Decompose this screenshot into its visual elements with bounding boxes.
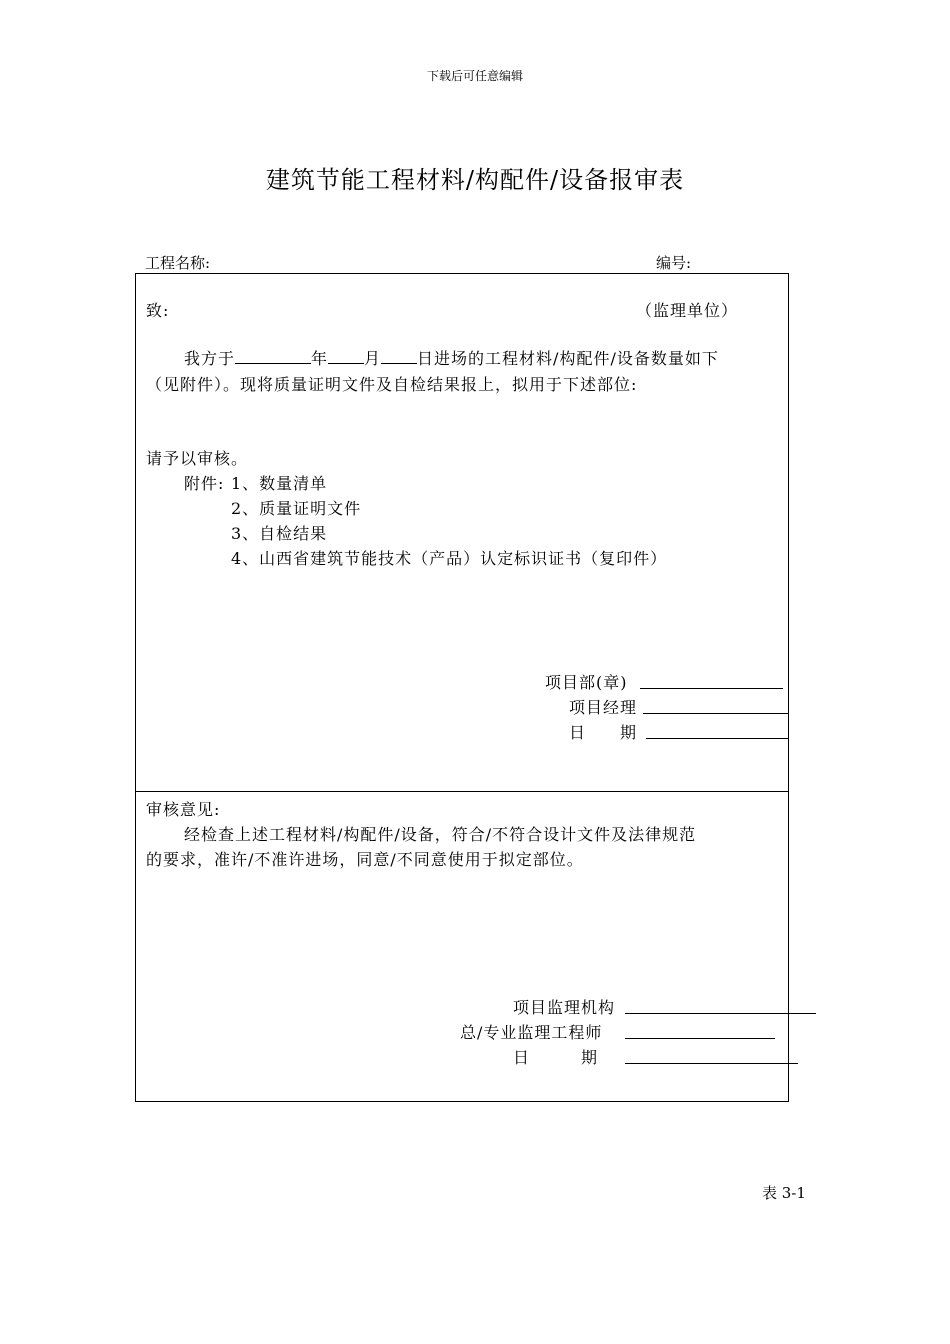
sig-date-line-2[interactable] [625,1063,798,1064]
submission-section [135,273,789,792]
sig-engineer-label: 总/专业监理工程师 [460,1023,603,1042]
sig-engineer-line[interactable] [625,1038,775,1039]
body-line-1 [184,346,719,369]
body-line-2: （见附件）。现将质量证明文件及自检结果报上，拟用于下述部位: [146,375,638,394]
sig-manager-line[interactable] [643,713,788,714]
attachments-label: 附件: [184,474,225,493]
review-line-2: 的要求，准许/不准许进场，同意/不同意使用于拟定部位。 [146,850,584,869]
attachment-item: 1、数量清单 [231,474,328,493]
sig-date-label: 日 期 [569,723,638,742]
year-blank[interactable] [235,362,311,364]
body-suffix: 日进场的工程材料/构配件/设备数量如下 [417,349,719,368]
sig-date-label-2: 日 期 [513,1048,599,1067]
sig-dept-label: 项目部(章) [545,673,628,692]
sig-date-line[interactable] [646,738,788,739]
to-label: 致: [146,301,170,320]
month-text: 月 [364,349,382,368]
month-blank[interactable] [328,362,364,364]
day-blank[interactable] [381,362,417,364]
attachment-item: 3、自检结果 [231,524,328,543]
attachment-item: 4、山西省建筑节能技术（产品）认定标识证书（复印件） [231,549,668,568]
attachment-item: 2、质量证明文件 [231,499,362,518]
page-title: 建筑节能工程材料/构配件/设备报审表 [265,166,685,194]
review-label: 审核意见: [146,800,221,819]
number-label: 编号: [656,254,692,272]
project-name-label: 工程名称: [145,254,211,272]
form-code: 表 3-1 [762,1184,806,1202]
sig-manager-label: 项目经理 [569,698,638,717]
body-prefix: 我方于 [184,349,236,368]
year-text: 年 [311,349,329,368]
review-section [135,791,789,1102]
header-note: 下载后可任意编辑 [426,69,523,83]
request-text: 请予以审核。 [146,449,249,468]
review-line-1: 经检查上述工程材料/构配件/设备，符合/不符合设计文件及法律规范 [184,825,697,844]
sig-org-line[interactable] [625,1013,816,1014]
sig-org-label: 项目监理机构 [513,998,616,1017]
supervisor-unit: （监理单位） [636,301,739,320]
sig-dept-line[interactable] [640,688,783,689]
